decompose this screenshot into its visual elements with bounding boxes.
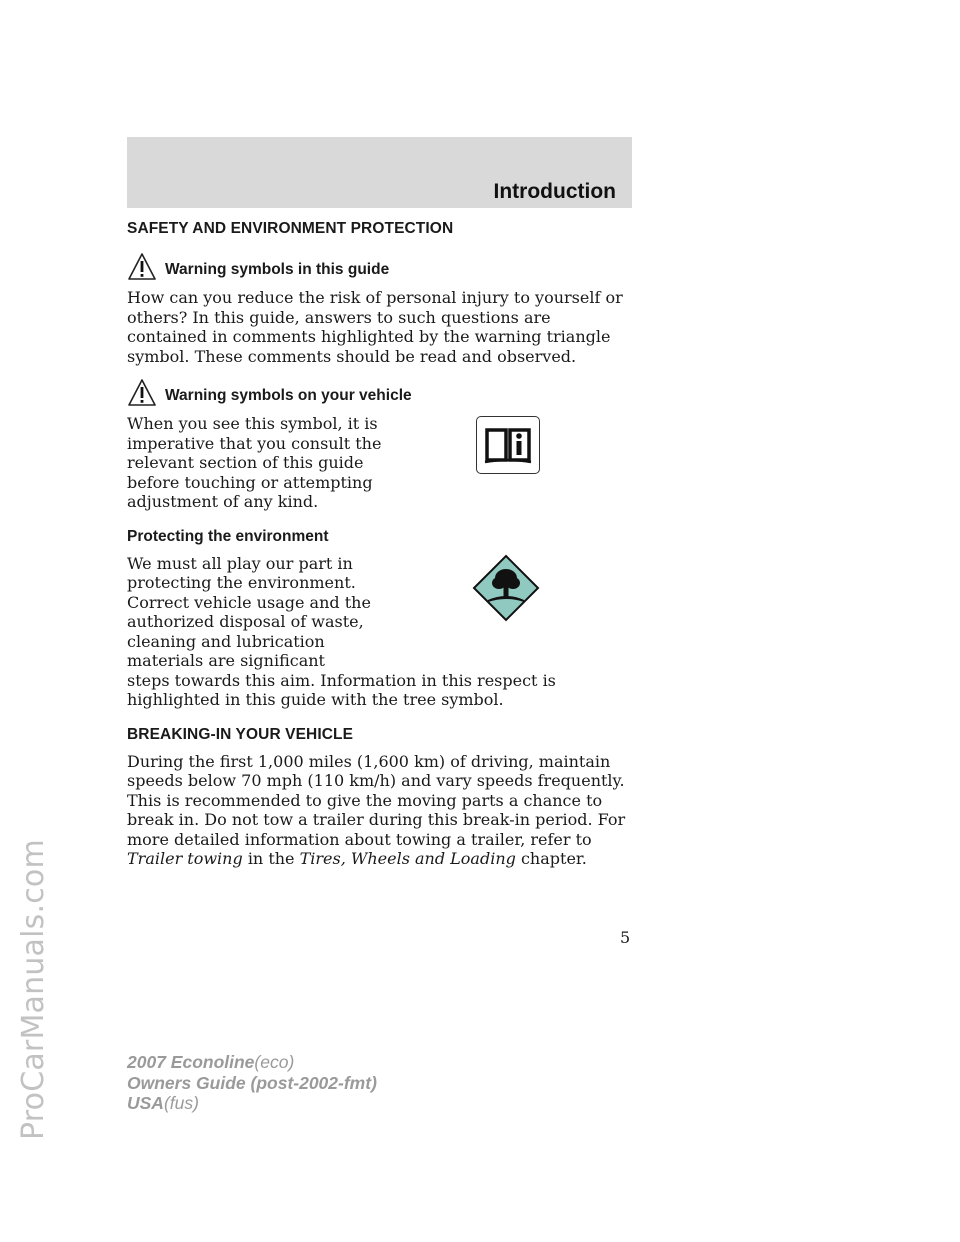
breakin-text-1: During the first 1,000 miles (1,600 km) of driving, maintain speeds below 70 mph (110 km/h) and vary speeds frequently. This is recommended to give the moving parts a chance to break in. Do not tow a trailer during this break-in period. For more detailed information about towing a trailer, refer to: [127, 751, 626, 849]
breakin-body: [127, 752, 632, 869]
breakin-text-2: in the: [247, 849, 300, 868]
document-footer: [127, 1052, 377, 1114]
page-content: [127, 220, 632, 881]
vehicle-symbols-heading: [127, 378, 632, 408]
vehicle-symbols-title: Warning symbols on your vehicle: [165, 387, 412, 404]
vehicle-symbols-row: [127, 414, 632, 524]
page-number: 5: [620, 928, 631, 947]
vehicle-symbols-body: When you see this symbol, it is imperative that you consult the relevant section of this guide before touching or attempting adjustment of any kind.: [127, 414, 382, 511]
footer-guide: Owners Guide (post-2002-fmt): [127, 1072, 377, 1093]
warning-triangle-icon: [127, 252, 157, 282]
section-title: Introduction: [493, 180, 616, 203]
tree-icon: [472, 554, 540, 622]
warning-triangle-icon: [127, 378, 157, 408]
footer-model: 2007 Econoline: [127, 1052, 255, 1072]
breakin-title: BREAKING-IN YOUR VEHICLE: [127, 725, 354, 743]
footer-model-code: (eco): [254, 1052, 295, 1072]
environment-body-rest: steps towards this aim. Information in this respect is highlighted in this guide with the tree symbol.: [127, 670, 556, 709]
guide-symbols-body: How can you reduce the risk of personal injury to yourself or others? In this guide, answers to such questions are contained in comments highlighted by the warning triangle symbol. These comments should be read and observed.: [127, 288, 623, 366]
safety-title: SAFETY AND ENVIRONMENT PROTECTION: [127, 220, 454, 237]
environment-title: Protecting the environment: [127, 527, 329, 545]
tree-symbol: [472, 554, 540, 626]
section-header: [127, 137, 632, 208]
guide-symbols-title: Warning symbols in this guide: [165, 261, 390, 278]
tires-chapter-ref: Tires, Wheels and Loading: [299, 849, 516, 868]
owner-manual-icon: [476, 416, 540, 474]
breakin-text-3: chapter.: [520, 849, 587, 868]
footer-market-code: (fus): [163, 1093, 199, 1113]
trailer-towing-ref: Trailer towing: [127, 849, 243, 868]
watermark: ProCarManuals.com: [16, 839, 51, 1140]
footer-market: USA: [127, 1093, 164, 1113]
book-info-icon: [483, 424, 533, 466]
environment-body-start: We must all play our part in protecting the environment. Correct vehicle usage and the authorized disposal of waste, cleaning and lubrication materials are significant: [127, 553, 371, 670]
guide-symbols-heading: [127, 252, 632, 282]
environment-row: [127, 554, 632, 671]
